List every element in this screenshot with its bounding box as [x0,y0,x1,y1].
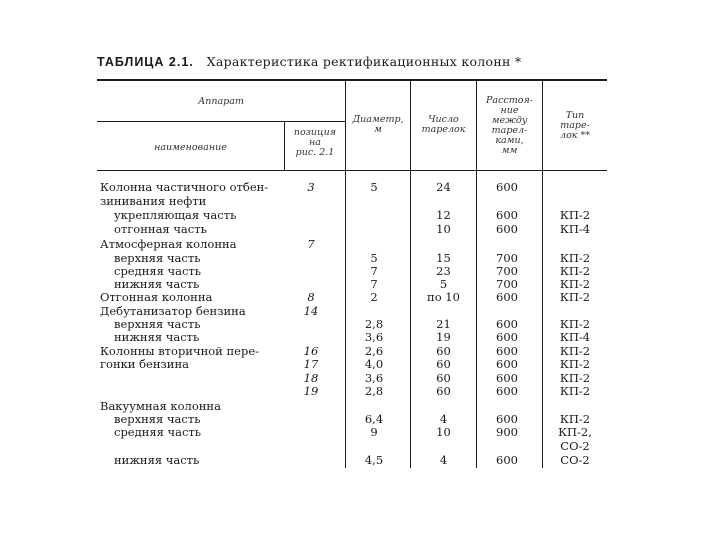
row-diameter-cell: 7 [370,264,378,278]
row-type-cell: СО-2 [560,453,590,467]
header-spacing: Расстоя- ние между тарел- ками, мм [486,95,533,156]
header-bottom-rule [97,170,607,171]
row-plates-cell: 10 [436,425,451,439]
row-plates-cell: 24 [436,180,451,194]
row-spacing-cell: 600 [496,330,518,344]
row-plates-cell: 60 [436,371,451,385]
row-spacing-cell: 600 [496,344,518,358]
table-top-rule [97,79,607,81]
row-diameter-cell: 6,4 [364,412,384,426]
row-name-cell: Колонна частичного отбен- [100,180,269,194]
row-plates-cell: 60 [436,344,451,358]
row-name-cell: гонки бензина [100,357,189,371]
row-diameter-cell: 2,8 [364,384,384,398]
header-type: Тип таре- лок ** [560,110,590,141]
row-spacing-cell: 600 [496,412,518,426]
row-name-cell: отгонная часть [114,222,207,236]
row-name-cell: верхняя часть [114,412,201,426]
row-name-cell: верхняя часть [114,317,201,331]
row-position-cell: 14 [303,304,319,318]
row-spacing-cell: 600 [496,453,518,467]
row-position-cell: 19 [303,384,319,398]
row-diameter-cell: 5 [370,180,378,194]
row-spacing-cell: 600 [496,180,518,194]
row-name-cell: средняя часть [114,264,202,278]
row-plates-cell: 15 [436,251,451,265]
row-spacing-cell: 600 [496,317,518,331]
row-spacing-cell: 700 [496,251,518,265]
row-type-cell: КП-2 [559,357,591,371]
row-type-cell: КП-2 [559,371,591,385]
row-plates-cell: по 10 [427,290,460,304]
row-name-cell: средняя часть [114,425,202,439]
row-plates-cell: 10 [436,222,451,236]
row-type-cell: КП-2 [559,384,591,398]
row-diameter-cell: 2,6 [364,344,384,358]
row-position-cell: 17 [303,357,319,371]
row-diameter-cell: 2 [370,290,378,304]
row-type-cell: КП-2 [559,344,591,358]
row-name-cell: верхняя часть [114,251,201,265]
row-name-cell: нижняя часть [114,277,200,291]
row-spacing-cell: 600 [496,384,518,398]
row-spacing-cell: 700 [496,277,518,291]
row-type-cell: КП-2 [559,412,591,426]
row-name-cell: Вакуумная колонна [100,399,221,413]
row-spacing-cell: 600 [496,357,518,371]
row-plates-cell: 60 [436,357,451,371]
row-diameter-cell: 9 [370,425,378,439]
row-diameter-cell: 7 [370,277,378,291]
row-type-cell: КП-4 [559,222,591,236]
header-apparatus: Аппарат [198,96,244,107]
row-plates-cell: 21 [436,317,451,331]
row-name-cell: нижняя часть [114,330,200,344]
table-title [97,54,521,69]
table-title-label: ТАБЛИЦА 2.1. [97,55,194,69]
row-type-cell: КП-2, [558,425,592,439]
row-type-cell: КП-2 [559,264,591,278]
row-spacing-cell: 600 [496,290,518,304]
row-name-cell: нижняя часть [114,453,200,467]
row-position-cell: 16 [303,344,319,358]
row-name-cell: Отгонная колонна [100,290,213,304]
row-position-cell: 18 [303,371,319,385]
row-diameter-cell: 3,6 [364,330,384,344]
row-spacing-cell: 900 [496,425,518,439]
row-spacing-cell: 600 [496,371,518,385]
row-type-cell: КП-4 [559,330,591,344]
header-plates: Число тарелок [421,114,466,135]
row-type-cell: КП-2 [559,208,591,222]
row-spacing-cell: 700 [496,264,518,278]
row-name-cell: зинивания нефти [100,194,207,208]
row-diameter-cell: 4,0 [364,357,384,371]
row-name-cell: Дебутанизатор бензина [100,304,246,318]
row-name-cell: Атмосферная колонна [100,237,237,251]
row-name-cell: укрепляющая часть [114,208,237,222]
row-plates-cell: 12 [436,208,451,222]
row-diameter-cell: 5 [370,251,378,265]
row-diameter-cell: 3,6 [364,371,384,385]
table-title-text: Характеристика ректификационных колонн * [206,54,522,69]
row-type-cell: КП-2 [559,317,591,331]
row-spacing-cell: 600 [496,208,518,222]
row-position-cell: 8 [307,290,315,304]
row-position-cell: 3 [307,180,315,194]
header-name: наименование [154,142,227,153]
header-position: позиция на рис. 2.1 [293,127,337,158]
row-plates-cell: 4 [439,412,448,426]
row-diameter-cell: 4,5 [364,453,384,467]
row-spacing-cell: 600 [496,222,518,236]
row-plates-cell: 23 [436,264,451,278]
apparatus-underline [97,121,345,122]
row-plates-cell: 19 [436,330,451,344]
row-type-cell: СО-2 [560,439,590,453]
row-diameter-cell: 2,8 [364,317,384,331]
header-diameter: Диаметр, м [352,114,404,135]
row-plates-cell: 4 [439,453,448,467]
row-plates-cell: 60 [436,384,451,398]
row-type-cell: КП-2 [559,251,591,265]
row-plates-cell: 5 [439,277,448,291]
row-type-cell: КП-2 [559,290,591,304]
row-position-cell: 7 [307,237,315,251]
row-type-cell: КП-2 [559,277,591,291]
row-name-cell: Колонны вторичной пере- [100,344,260,358]
